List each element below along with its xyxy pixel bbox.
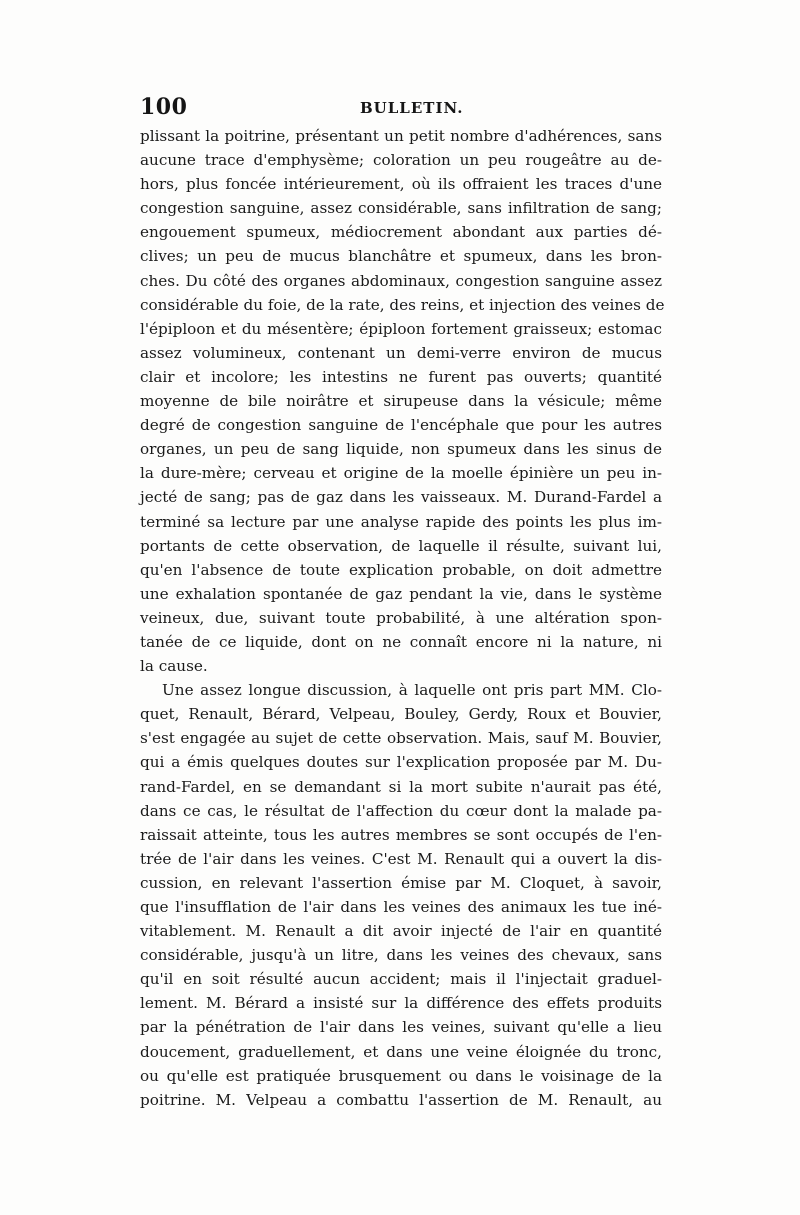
text-line: considérable du foie, de la rate, des reins, et injection des veines de [140, 295, 665, 314]
text-line: engouement spumeux, médiocrement abondant aux parties dé- [140, 223, 662, 242]
text-line: rand-Fardel, en se demandant si la mort subite n'aurait pas été, [140, 777, 662, 796]
text-line: qu'il en soit résulté aucun accident; mais il l'injectait graduel- [140, 970, 662, 989]
text-line: terminé sa lecture par une analyse rapide des points les plus im- [140, 512, 662, 531]
text-line: plissant la poitrine, présentant un petit nombre d'adhérences, sans [140, 127, 662, 145]
text-line: tanée de ce liquide, dont on ne connaît encore ni la nature, ni [140, 632, 662, 651]
text-line: la cause. [140, 657, 208, 676]
text-line: congestion sanguine, assez considérable, sans infiltration de sang; [140, 199, 662, 218]
text-line: Une assez longue discussion, à laquelle ont pris part MM. Clo- [162, 681, 662, 700]
text-line: lement. M. Bérard a insisté sur la différence des effets produits [140, 994, 662, 1013]
text-line: vitablement. M. Renault a dit avoir injecté de l'air en quantité [140, 922, 662, 941]
text-line: raissait atteinte, tous les autres membres se sont occupés de l'en- [140, 825, 662, 844]
text-line: que l'insufflation de l'air dans les veines des animaux les tue iné- [140, 898, 662, 916]
text-line: considérable, jusqu'à un litre, dans les veines des chevaux, sans [140, 946, 662, 965]
text-line: degré de congestion sanguine de l'encéphale que pour les autres [140, 416, 662, 435]
text-line: aucune trace d'emphysème; coloration un peu rougeâtre au de- [140, 151, 662, 170]
text-line: assez volumineux, contenant un demi-verre environ de mucus [140, 343, 662, 362]
text-line: dans ce cas, le résultat de l'affection du cœur dont la malade pa- [140, 801, 662, 820]
text-line: qu'en l'absence de toute explication probable, on doit admettre [140, 560, 662, 579]
text-line: qui a émis quelques doutes sur l'explication proposée par M. Du- [140, 753, 662, 772]
text-line: par la pénétration de l'air dans les veines, suivant qu'elle a lieu [140, 1018, 662, 1037]
text-line: veineux, due, suivant toute probabilité, à une altération spon- [140, 608, 662, 627]
text-line: hors, plus foncée intérieurement, où ils offraient les traces d'une [140, 175, 662, 194]
paragraph [140, 124, 665, 678]
text-line: la dure-mère; cerveau et origine de la moelle épinière un peu in- [140, 464, 662, 483]
text-line: quet, Renault, Bérard, Velpeau, Bouley, Gerdy, Roux et Bouvier, [140, 705, 662, 724]
text-line: doucement, graduellement, et dans une veine éloignée du tronc, [140, 1042, 662, 1061]
text-line: cussion, en relevant l'assertion émise par M. Cloquet, à savoir, [140, 873, 662, 892]
text-line: jecté de sang; pas de gaz dans les vaisseaux. M. Durand-Fardel a [140, 488, 662, 507]
text-line: portants de cette observation, de laquelle il résulte, suivant lui, [140, 536, 662, 555]
text-line: poitrine. M. Velpeau a combattu l'assertion de M. Renault, au [140, 1090, 662, 1109]
text-line: moyenne de bile noirâtre et sirupeuse dans la vésicule; même [140, 392, 662, 411]
body-text [140, 124, 665, 1112]
text-line: organes, un peu de sang liquide, non spumeux dans les sinus de [140, 440, 662, 459]
running-title: BULLETIN. [360, 99, 464, 117]
text-line: ches. Du côté des organes abdominaux, congestion sanguine assez [140, 271, 662, 290]
page-number: 100 [140, 94, 188, 120]
text-line: clair et incolore; les intestins ne furent pas ouverts; quantité [140, 367, 662, 386]
text-line: clives; un peu de mucus blanchâtre et spumeux, dans les bron- [140, 247, 662, 266]
text-line: s'est engagée au sujet de cette observation. Mais, sauf M. Bouvier, [140, 729, 662, 748]
text-line: l'épiploon et du mésentère; épiploon fortement graisseux; estomac [140, 319, 662, 338]
text-line: trée de l'air dans les veines. C'est M. Renault qui a ouvert la dis- [140, 849, 662, 868]
text-line: ou qu'elle est pratiquée brusquement ou dans le voisinage de la [140, 1066, 662, 1085]
text-line: une exhalation spontanée de gaz pendant la vie, dans le système [140, 584, 662, 603]
page-header [140, 94, 670, 124]
paragraph [140, 678, 662, 1112]
